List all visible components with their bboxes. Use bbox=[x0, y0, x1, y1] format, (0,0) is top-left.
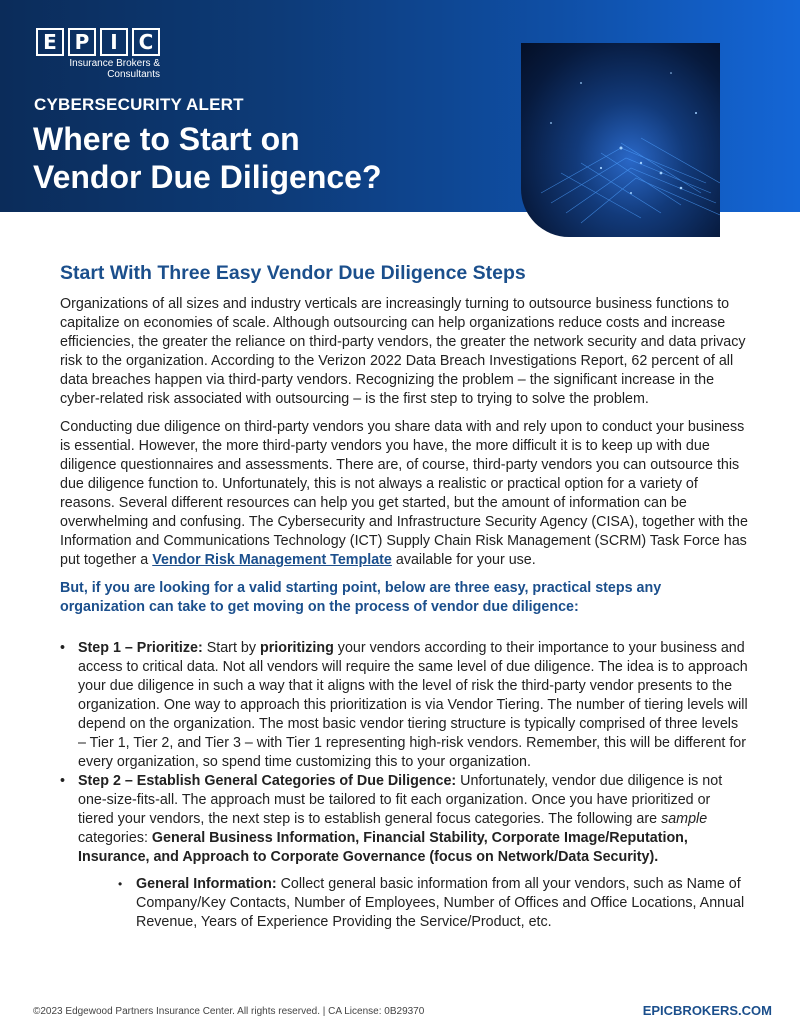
vendor-risk-template-link[interactable]: Vendor Risk Management Template bbox=[152, 552, 392, 568]
bullet-icon: • bbox=[118, 877, 123, 891]
footer-website-link[interactable]: EPICBROKERS.COM bbox=[642, 1003, 772, 1018]
step1-text-b: your vendors according to their importance to your business and access to critical data. Not all vendors will require the same level of due diligence. The idea is to approach your due diligence in such a way that it aligns with the level of risk the third-party vendor presents to the organization. One way to approach this prioritization is via Vendor Tiering. The number of tiering levels will depend on the organization. The most basic vendor tiering structure is typically comprised of three levels – Tier 1, Tier 2, and Tier 3 – with Tier 1 representing high-risk vendors. Remember, this will be different for every organization, so spend time customizing this to your organization. bbox=[78, 640, 748, 770]
page-title-line2: Vendor Due Diligence? bbox=[33, 159, 382, 195]
logo-letter-c: C bbox=[132, 28, 160, 56]
network-hero-image bbox=[521, 43, 720, 237]
step2-title: Step 2 – Establish General Categories of Due Diligence: bbox=[78, 773, 457, 789]
network-grid-graphic bbox=[521, 43, 720, 237]
step2-italic: sample bbox=[661, 811, 708, 827]
logo-letter-e: E bbox=[36, 28, 64, 56]
paragraph-resources bbox=[60, 418, 750, 570]
paragraph-resources-text: Conducting due diligence on third-party vendors you share data with and rely upon to conduct your business is essential. However, the more third-party vendors you have, the more difficult it is to keep up with due diligence questionnaires and assessments. There are, of course, third-party vendors you can outsource this due diligence function to. Unfortunately, this is not always a realistic or practical option for a variety of reasons. Several different resources can help you get started, but the amount of information can be overwhelming and confusing. The Cybersecurity and Infrastructure Security Agency (CISA), together with the Information and Communications Technology (ICT) Supply Chain Risk Management (SCRM) Task Force has put together a bbox=[60, 419, 748, 568]
logo-letter-p: P bbox=[68, 28, 96, 56]
epic-logo bbox=[36, 28, 160, 80]
step2-text-a: Unfortunately, vendor due diligence is not one-size-fits-all. The approach must be tailored to fit each organization. Once you have prioritized or tiered your vendors, the next step is to establish general focus categories. The following are bbox=[78, 773, 723, 827]
sub1-title: General Information: bbox=[136, 876, 277, 892]
main-content bbox=[60, 262, 750, 932]
logo-subtitle-line1: Insurance Brokers & bbox=[69, 58, 160, 69]
list-item-step-1 bbox=[60, 639, 750, 772]
page-title-line1: Where to Start on bbox=[33, 121, 300, 157]
bullet-icon: • bbox=[60, 640, 66, 656]
step1-text-a: Start by bbox=[202, 640, 260, 656]
paragraph-resources-tail: available for your use. bbox=[391, 552, 536, 568]
list-item-step-2 bbox=[60, 772, 750, 932]
step1-title: Step 1 – Prioritize: bbox=[78, 640, 203, 656]
logo-subtitle bbox=[36, 58, 160, 80]
steps-list bbox=[60, 639, 750, 932]
lead-statement: But, if you are looking for a valid starting point, below are three easy, practical steps any organization can take to get moving on the process of vendor due diligence: bbox=[60, 580, 662, 615]
step2-text-b: categories: bbox=[78, 830, 152, 846]
logo-letter-i: I bbox=[100, 28, 128, 56]
sub-list bbox=[118, 875, 750, 932]
sub1-text: Collect general basic information from all your vendors, such as Name of Company/Key Contacts, Number of Employees, Number of Offices and Office Locations, Annual Revenue, Years of Experience Providing the Service/Product, etc. bbox=[136, 876, 745, 930]
alert-label: CYBERSECURITY ALERT bbox=[34, 95, 244, 114]
bullet-icon: • bbox=[60, 773, 66, 789]
page-title bbox=[33, 120, 382, 196]
step2-bold-categories: General Business Information, Financial Stability, Corporate Image/Reputation, Insurance, and Approach to Corporate Governance (focus on Network/Data Security). bbox=[78, 830, 688, 865]
footer-copyright: ©2023 Edgewood Partners Insurance Center. All rights reserved. | CA License: 0B29370 bbox=[33, 1006, 425, 1017]
list-item-general-information bbox=[118, 875, 750, 932]
logo-subtitle-line2: Consultants bbox=[107, 69, 160, 80]
paragraph-intro: Organizations of all sizes and industry verticals are increasingly turning to outsource business functions to capitalize on economies of scale. Although outsourcing can help organizations reduce costs and increase efficiencies, the greater the reliance on third-party vendors, the greater the network security and data privacy risk to the organization. According to the Verizon 2022 Data Breach Investigations Report, 62 percent of all data breaches happen via third-party vendors. Recognizing the problem – the significant increase in the cyber-related risk associated with outsourcing – is the first step to trying to solve the problem. bbox=[60, 296, 746, 407]
step1-bold: prioritizing bbox=[259, 640, 334, 656]
section-heading: Start With Three Easy Vendor Due Diligence Steps bbox=[60, 262, 526, 284]
